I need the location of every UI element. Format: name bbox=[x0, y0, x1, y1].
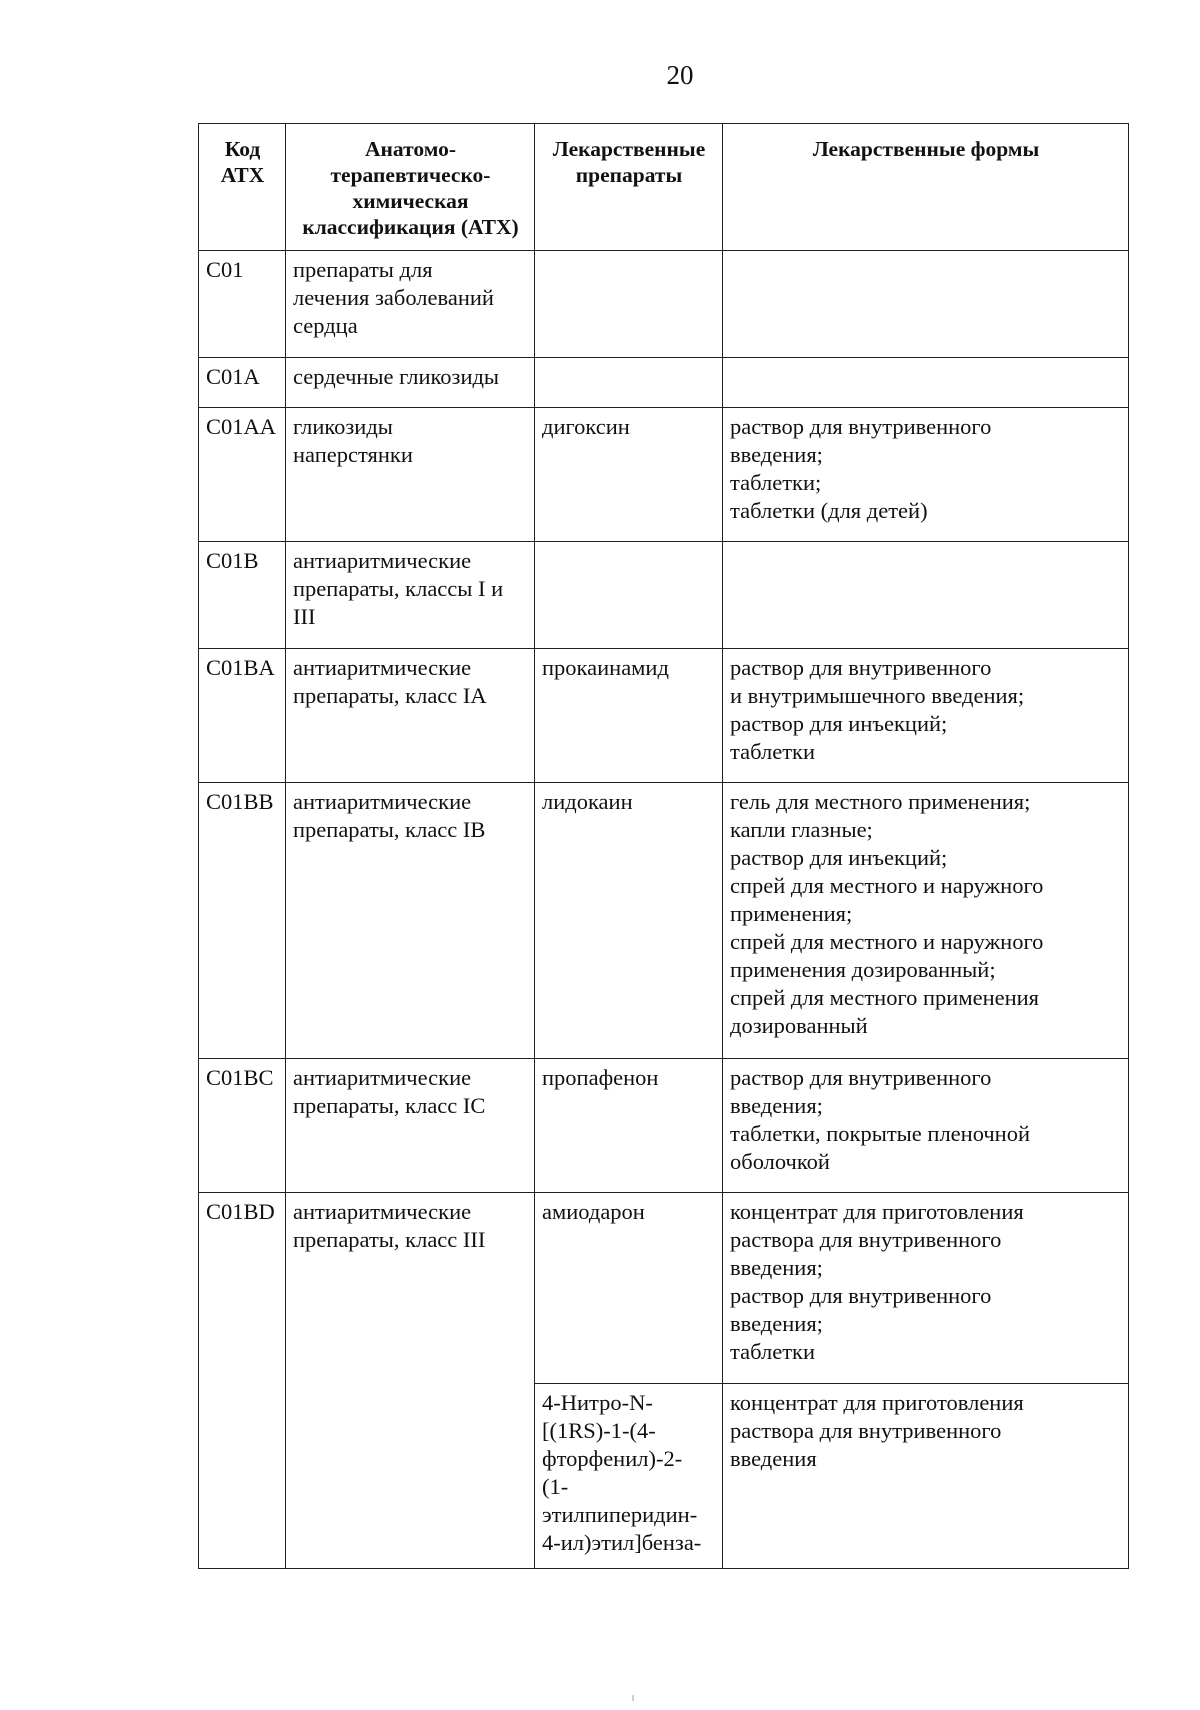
dosage-forms-cell: раствор для внутривенного введения; таблетки, покрытые пленочной оболочкой bbox=[723, 1059, 1129, 1193]
drug-cell bbox=[535, 358, 723, 408]
table-row bbox=[199, 251, 1129, 358]
table-row bbox=[199, 408, 1129, 542]
drug-cell: пропафенон bbox=[535, 1059, 723, 1193]
atc-code-cell: C01BD bbox=[199, 1193, 286, 1569]
table-row bbox=[199, 1059, 1129, 1193]
dosage-forms-cell: раствор для внутривенного введения; таблетки; таблетки (для детей) bbox=[723, 408, 1129, 542]
atc-code-cell: C01BC bbox=[199, 1059, 286, 1193]
atc-code-cell: C01 bbox=[199, 251, 286, 358]
table-row bbox=[199, 783, 1129, 1059]
table-row bbox=[199, 358, 1129, 408]
dosage-forms-cell bbox=[723, 358, 1129, 408]
drug-cell: амиодарон bbox=[535, 1193, 723, 1384]
drug-cell: лидокаин bbox=[535, 783, 723, 1059]
drug-cell: прокаинамид bbox=[535, 649, 723, 783]
dosage-forms-cell: концентрат для приготовления раствора для внутривенного введения; раствор для внутривенного введения; таблетки bbox=[723, 1193, 1129, 1384]
table-row bbox=[199, 542, 1129, 649]
drug-cell bbox=[535, 251, 723, 358]
classification-cell: сердечные гликозиды bbox=[286, 358, 535, 408]
header-drugs: Лекарственные препараты bbox=[535, 124, 723, 251]
classification-cell: гликозиды наперстянки bbox=[286, 408, 535, 542]
page-number: 20 bbox=[666, 60, 694, 90]
classification-cell: антиаритмические препараты, класс III bbox=[286, 1193, 535, 1569]
dosage-forms-cell: концентрат для приготовления раствора для внутривенного введения bbox=[723, 1384, 1129, 1569]
atc-code-cell: C01B bbox=[199, 542, 286, 649]
atc-code-cell: C01AA bbox=[199, 408, 286, 542]
table-row bbox=[199, 649, 1129, 783]
dosage-forms-cell: гель для местного применения; капли глазные; раствор для инъекций; спрей для местного и наружного применения; спрей для местного и наружного применения дозированный; спрей для местного применения дозированный bbox=[723, 783, 1129, 1059]
table-row bbox=[199, 1193, 1129, 1384]
header-dosage-forms: Лекарственные формы bbox=[723, 124, 1129, 251]
classification-cell: препараты для лечения заболеваний сердца bbox=[286, 251, 535, 358]
atc-code-cell: C01BB bbox=[199, 783, 286, 1059]
dosage-forms-cell: раствор для внутривенного и внутримышечного введения; раствор для инъекций; таблетки bbox=[723, 649, 1129, 783]
classification-cell: антиаритмические препараты, классы I и III bbox=[286, 542, 535, 649]
scan-mark bbox=[632, 1695, 634, 1701]
atc-drug-table bbox=[198, 123, 1129, 1569]
drug-cell: дигоксин bbox=[535, 408, 723, 542]
atc-code-cell: C01A bbox=[199, 358, 286, 408]
classification-cell: антиаритмические препараты, класс IB bbox=[286, 783, 535, 1059]
table-header-row bbox=[199, 124, 1129, 251]
classification-cell: антиаритмические препараты, класс IA bbox=[286, 649, 535, 783]
dosage-forms-cell bbox=[723, 251, 1129, 358]
atc-code-cell: C01BA bbox=[199, 649, 286, 783]
dosage-forms-cell bbox=[723, 542, 1129, 649]
header-atc-code: Код АТХ bbox=[199, 124, 286, 251]
header-atc-classification: Анатомо- терапевтическо- химическая классификация (АТХ) bbox=[286, 124, 535, 251]
drug-cell: 4-Нитро-N- [(1RS)-1-(4- фторфенил)-2- (1- этилпиперидин- 4-ил)этил]бенза- bbox=[535, 1384, 723, 1569]
classification-cell: антиаритмические препараты, класс IC bbox=[286, 1059, 535, 1193]
drug-cell bbox=[535, 542, 723, 649]
